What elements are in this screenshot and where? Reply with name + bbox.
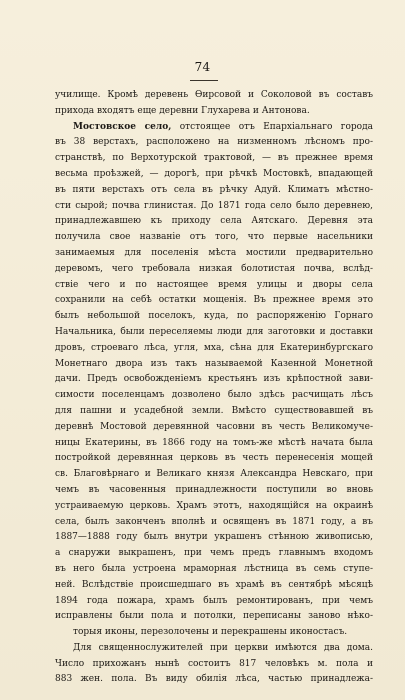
text-line: исправлены были пола и потолки, переписаны заново нѣко- [55,611,373,622]
text-line: Число прихожанъ нынѣ состоитъ 817 человѣкъ м. пола и [55,658,373,669]
text-line: 1894 года пожара, храмъ былъ ремонтированъ, при чемъ [55,595,373,606]
text-line: получила свое названіе отъ того, что первые насельники [55,232,373,243]
text-line: деревнѣ Мостовой деревянной часовни въ честь Великомуче- [55,421,373,432]
text-line: чемъ въ часовенныя принадлежности поступили во вновь [55,484,373,495]
paragraph-heading-line [55,120,373,136]
text-line: прихода входятъ еще деревни Глухарева и Антонова. [55,105,310,116]
paragraph-heading: Мостовское село, [73,121,172,132]
text-line: 883 жен. пола. Въ виду обилія лѣса, частью принадлежа- [55,674,373,685]
page-number-rule [190,80,218,81]
text-line: торыя иконы, перезолочены и перекрашены иконостасъ. [73,627,348,638]
body-text [55,88,373,688]
text-line: Монетнаго двора изъ такъ называемой Казенной Монетной [55,358,373,369]
text-line: Начальника, были переселяемы люди для заготовки и доставки [55,326,373,337]
text-line: дровъ, строеваго лѣса, угля, мха, сѣна для Екатеринбургскаго [55,342,373,353]
text-line: постройкой деревянная церковь въ честь перенесенія мощей [55,453,373,464]
text-line: сти сырой; почва глинистая. До 1871 года село было деревнею, [55,200,373,211]
text-line: Для священнослужителей при церкви имѣются два дома. [73,642,373,653]
text-line: отстоящее отъ Епархіальнаго города [179,121,373,132]
text-line: села, былъ законченъ вполнѣ и освященъ въ 1871 году, а въ [55,516,373,527]
text-line: въ пяти верстахъ отъ села въ рѣчку Адуй. Климатъ мѣстно- [55,184,373,195]
page-number: 74 [194,60,211,74]
text-line: 1887—1888 году былъ внутри украшенъ стѣнною живописью, [55,532,373,543]
text-line: ствіе чего и по настоящее время улицы и дворы села [55,279,373,290]
text-line: сохранили на себѣ остатки мощенія. Въ прежнее время это [55,295,373,306]
text-line: деревомъ, чего требовала низкая болотистая почва, вслѣд- [55,263,373,274]
text-line: а снаружи выкрашенъ, при чемъ предъ главнымъ входомъ [55,548,373,559]
text-line: св. Благовѣрнаго и Великаго князя Александра Невскаго, при [55,469,373,480]
text-line: для пашни и усадебной земли. Вмѣсто существовавшей въ [55,405,373,416]
text-line: устраиваемую церковь. Храмъ этотъ, находящійся на окраинѣ [55,500,373,511]
text-line: ней. Вслѣдствіе происшедшаго въ храмѣ въ сентябрѣ мѣсяцѣ [55,579,373,590]
text-line: странствѣ, по Верхотурской трактовой, — въ прежнее время [55,153,373,164]
text-line: въ 38 верстахъ, расположено на низменномъ лѣсномъ про- [55,137,373,148]
text-line: дачи. Предъ освобожденіемъ крестьянъ изъ крѣпостной зави- [55,374,373,385]
text-line: ницы Екатерины, въ 1866 году на томъ-же мѣстѣ начата была [55,437,373,448]
text-line: весьма проѣзжей, — дорогѣ, при рѣчкѣ Мостовкѣ, впадающей [55,168,373,179]
text-line: занимаемыя для поселенія мѣста мостили предварительно [55,247,373,258]
text-line: принадлежавшею къ приходу села Аятскаго. Деревня эта [55,216,373,227]
text-line: училище. Кромѣ деревень Ѳирсовой и Соколовой въ составъ [55,90,373,100]
text-line: въ него была устроена мраморная лѣстница въ семь ступе- [55,563,373,574]
text-line: былъ небольшой поселокъ, куда, по распоряженію Горнаго [55,311,373,322]
text-line: симости поселенцамъ дозволено было здѣсь расчищать лѣсъ [55,390,373,401]
